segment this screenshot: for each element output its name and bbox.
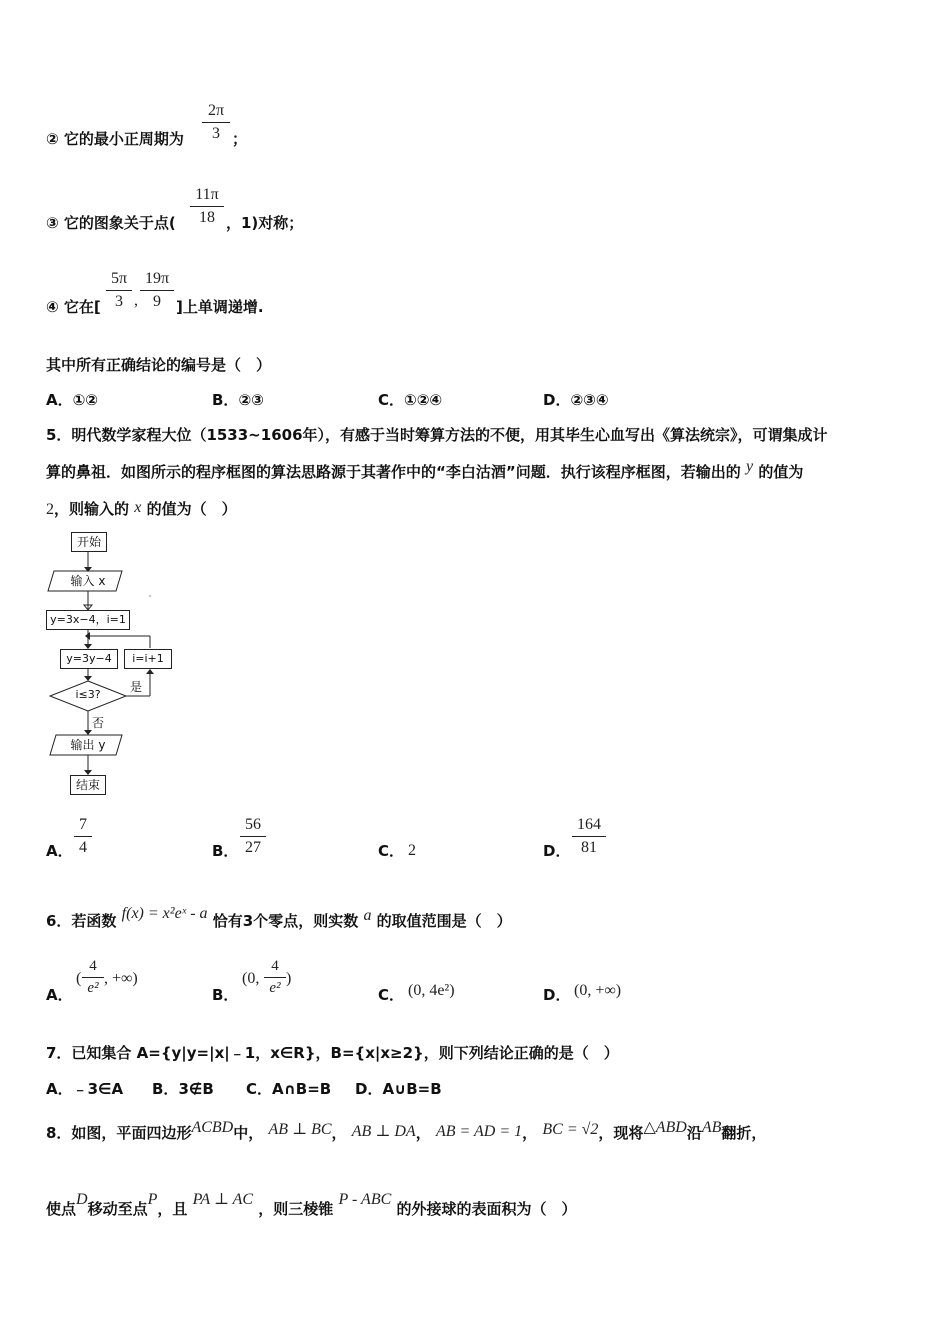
q6-option-a[interactable]: A． xyxy=(46,986,73,1004)
q5-option-b-fraction: $\frac{56}{27}$ xyxy=(240,816,266,857)
flowchart-condition: i≤3? xyxy=(75,688,101,701)
q4-item4-tail: ]上单调递增. xyxy=(176,298,264,316)
q6-option-d[interactable]: D． xyxy=(543,986,571,1004)
flowchart-end: 结束 xyxy=(70,775,106,795)
q4-option-d[interactable]: D．②③④ xyxy=(543,391,609,409)
flowchart-update-y: y=3y−4 xyxy=(60,649,118,669)
q7-option-b[interactable]: B．3∉B xyxy=(152,1080,214,1098)
q6-option-d-value: (0, +∞) xyxy=(574,982,622,999)
q5-flowchart xyxy=(44,530,184,802)
q5-option-a-fraction: $\frac{7}{4}$ xyxy=(74,816,92,857)
q4-item4: ④ 它在[ xyxy=(46,298,101,316)
q7-stem: 7．已知集合 A={y|y=|x|﹣1，x∈R}，B={x|x≥2}，则下列结论正确的是（ ） xyxy=(46,1044,619,1062)
q6-option-a-post: , +∞) xyxy=(104,970,138,987)
q5-option-d[interactable]: D． xyxy=(543,842,571,860)
q6-option-a-pre: ( xyxy=(76,970,82,987)
flowchart-yes-label: 是 xyxy=(130,680,143,694)
q7-option-c[interactable]: C．A∩B=B xyxy=(246,1080,332,1098)
q5-option-d-fraction: $\frac{164}{81}$ xyxy=(572,816,606,857)
q5-option-b[interactable]: B． xyxy=(212,842,239,860)
flowchart-init: y=3x−4，i=1 xyxy=(46,610,130,630)
q4-option-a[interactable]: A．①② xyxy=(46,391,99,409)
q6-option-c-value: (0, 4e²) xyxy=(408,982,455,999)
q6-option-b[interactable]: B． xyxy=(212,986,239,1004)
q7-option-d[interactable]: D．A∪B=B xyxy=(355,1080,442,1098)
q4-option-b[interactable]: B．②③ xyxy=(212,391,264,409)
flowchart-start: 开始 xyxy=(71,532,107,552)
q7-option-a[interactable]: A．﹣3∈A xyxy=(46,1080,124,1098)
q4-item2: ② 它的最小正周期为 xyxy=(46,130,184,148)
q5-option-c[interactable]: C． xyxy=(378,842,405,860)
q8-stem-line2: 使点D移动至点P，且 PA ⊥ AC ，则三棱锥 P - ABC 的外接球的表面积为（ ） xyxy=(46,1191,577,1218)
q4-item2-tail: ； xyxy=(232,130,248,148)
q6-option-b-post: ) xyxy=(286,970,292,987)
q4-item4-comma: , xyxy=(134,292,138,309)
flowchart-output: 输出 y xyxy=(70,738,106,752)
flowchart-no-label: 否 xyxy=(92,716,105,730)
q5-stem-line1: 5．明代数学家程大位（1533~1606年），有感于当时筹算方法的不便，用其毕生心血写出《算法统宗》，可谓集成计 xyxy=(46,426,828,444)
q5-stem-line3: 2，则输入的 x 的值为（ ） xyxy=(46,499,237,518)
q6-option-a-fraction: $\frac{4}{\text{e²}}$ xyxy=(82,958,104,997)
q4-item2-fraction: $\frac{2\pi}{3}$ xyxy=(202,102,230,143)
q4-item4-fraction-1: $\frac{5\pi}{3}$ xyxy=(106,270,132,311)
q4-option-c[interactable]: C．①②④ xyxy=(378,391,443,409)
q5-option-a[interactable]: A． xyxy=(46,842,73,860)
q6-stem: 6．若函数 f(x) = x²eˣ - a 恰有3个零点，则实数 a 的取值范围是（ ） xyxy=(46,905,512,930)
q8-stem-line1: 8．如图，平面四边形ACBD中， AB ⊥ BC， AB ⊥ DA， AB = AD = 1， BC = √2，现将△ABD沿AB翻折， xyxy=(46,1119,767,1142)
q6-option-b-pre: (0, xyxy=(242,970,260,987)
q6-option-b-fraction: $\frac{4}{\text{e²}}$ xyxy=(264,958,286,997)
q4-item4-fraction-2: $\frac{19\pi}{9}$ xyxy=(140,270,174,311)
q4-prompt: 其中所有正确结论的编号是（ ） xyxy=(46,356,272,374)
flowchart-input: 输入 x xyxy=(70,574,106,588)
q4-item3: ③ 它的图象关于点( xyxy=(46,214,176,232)
q6-option-c[interactable]: C． xyxy=(378,986,405,1004)
flowchart-update-i: i=i+1 xyxy=(124,649,172,669)
q5-option-c-value: 2 xyxy=(408,842,416,859)
q4-item3-tail: ，1)对称； xyxy=(226,214,304,232)
q5-stem-line2: 算的鼻祖．如图所示的程序框图的算法思路源于其著作中的“李白沽酒”问题．执行该程序框图，若输出的 y 的值为 xyxy=(46,458,804,481)
q4-item3-fraction: $\frac{11\pi}{18}$ xyxy=(190,186,224,227)
